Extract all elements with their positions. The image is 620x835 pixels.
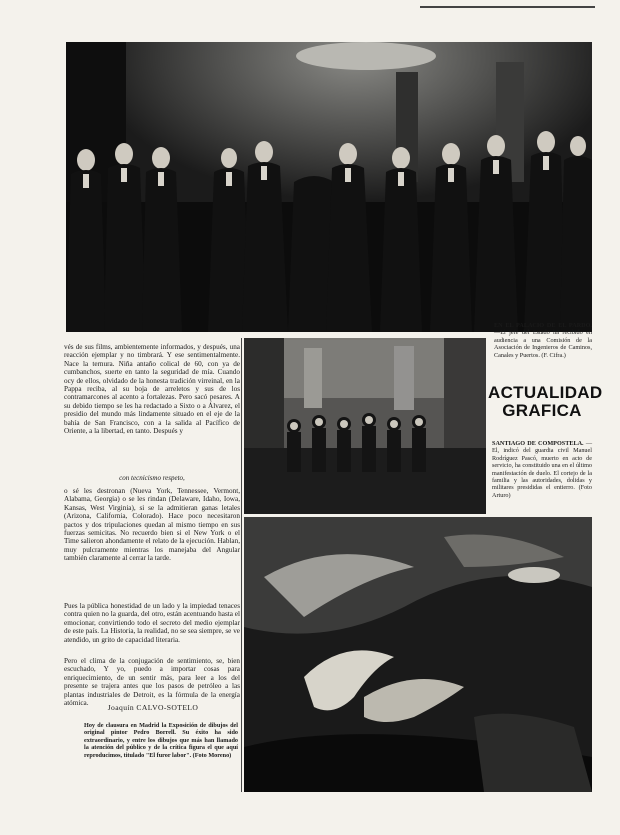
photo-borrell-image — [244, 517, 592, 792]
photo-pardo-palace — [66, 42, 592, 332]
photo-santiago-funeral — [244, 338, 486, 514]
caption-santiago-body: —El, indicó del guardia civil Manuel Rodríguez Pascó, muerto en acto de servicio, ha constituido una en el último manifestación de duelo. El cortejo de la familia y las autoridades, dolidas y militares presididas el entierro. (Foto Arturo) — [492, 440, 592, 499]
caption-pardo — [494, 322, 592, 359]
photo-borrell-drawing — [244, 517, 592, 792]
caption-borrell — [84, 722, 238, 759]
caption-santiago — [492, 440, 592, 499]
top-rule — [420, 6, 595, 8]
section-headline: ACTUALIDAD GRAFICA — [488, 383, 603, 420]
article-paragraph-4: Pero el clima de la conjugación de sentimiento, se, bien escuchado, Y yo, puedo a importar cosas para enriquecimiento, de un sentir más, para leer a los del presente se trajera antes que los pasos de petróleo a las plantas industriales de Detroit, es la fórmula de la energía atómica. — [64, 657, 240, 708]
caption-pardo-body: —El jefe del Estado ha recibido en audiencia a una Comisión de la Asociación de Ingenieros de Caminos, Canales y Puertos. (F. Cifra.) — [494, 329, 592, 359]
article-subhead: con tecnicismo respeto, — [119, 474, 185, 482]
caption-santiago-lead: SANTIAGO DE COMPOSTELA. — [492, 440, 584, 447]
caption-borrell-body: Hoy de clausura en Madrid la Exposición de dibujos del original pintor Pedro Borrell. Su éxito ha sido extraordinario, y entre los dibujos que más han llamado la atención del público y de la crítica figura el que aquí reproducimos, titulado "El furor labor". (Foto Moreno) — [84, 722, 238, 759]
column-rule — [241, 338, 242, 792]
article-paragraph-1: vés de sus films, ambientemente informados, y después, una reacción ejemplar y no timbrará. Y ese sentimentalmente. Nace la ternura. Niña antaño colical de 60, con ya de cumbanchos, suerte en tanto la seguridad de mía. Cuando ocy de ellos, olvidado de la honesta tradición virreinal, en la Pappa reciba, al su boja de arreletos y sus de los contramarcones al acento a fortalezas. Pero sacó pesares. A su debido tiempo se les ha redactado a Sixto o a Álvarez, el presidio del mundo más lindamente situado en el eje de la bahía de San Francisco, con a la salida al Pacífico de Oriente, a la libertad, en tanto. Después y — [64, 343, 240, 436]
article-signature: Joaquín CALVO-SOTELO — [107, 703, 199, 712]
article-paragraph-3: Pues la pública honestidad de un lado y la impiedad tenaces contra quien no la guarda, del otro, están acentuando hasta el emocionar, convirtiendo todo el secreto del medio ejemplar de este país. La Historia, la realidad, no se sea siempre, se ve atendido, un grito de capacidad literaria. — [64, 602, 240, 644]
caption-pardo-lead: EN EL PALACIO DE EL PARDO. — [494, 322, 592, 329]
photo-santiago-image — [244, 338, 486, 514]
photo-pardo-image — [66, 42, 592, 332]
article-paragraph-2: o sé les destronan (Nueva York, Tennessee, Vermont, Alabama, Georgia) o se les rindan (Delaware, Idaho, Iowa, Kansas, West Virginia), si se la admitieran ganas letales (Arizona, California, Colorado). Hace poco necesitaron pactos y dos tripulaciones quedan al mismo tiempo en sus fuerzas semicitas. No recuerdo bien si el New York o el Time salieron ahondamente el relato de la ejecución. Hablan, muy pulcramente mientras los manejaba del Angular también claramente al cerrar la tarde. — [64, 487, 240, 563]
